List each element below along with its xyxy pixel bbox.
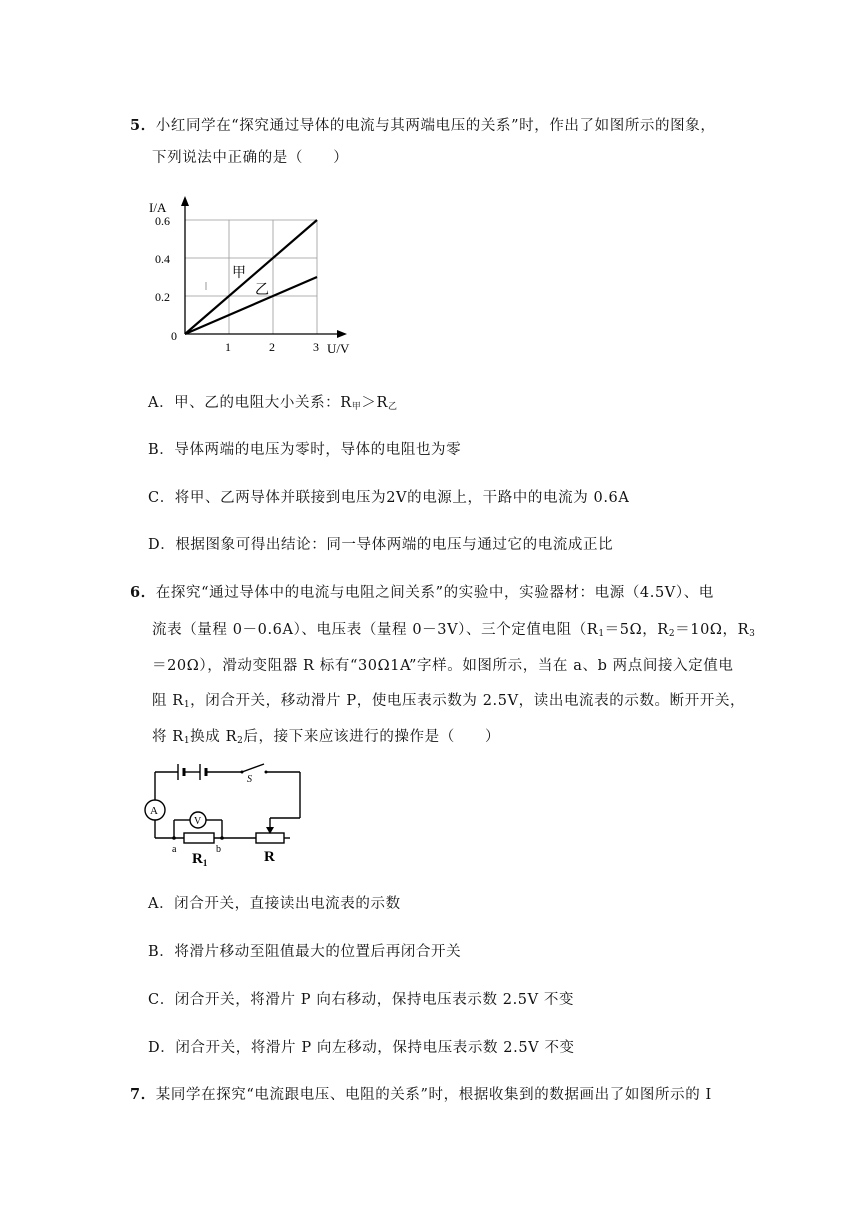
q7-number: 7． <box>130 1086 156 1103</box>
y-tick-0.6: 0.6 <box>155 214 170 228</box>
q5-number: 5． <box>130 117 156 134</box>
voltmeter-label: V <box>194 816 202 827</box>
q5-stem-text: 小红同学在“探究通过导体的电流与其两端电压的关系”时，作出了如图所示的图象， <box>155 118 716 134</box>
switch-label: S <box>247 774 252 785</box>
q5-option-b: B．导体两端的电压为零时，导体的电阻也为零 <box>148 442 462 458</box>
q6-stem-line4: 阻 $R_1$，闭合开关，移动滑片 P，使电压表示数为 2.5V，读出电流表的示数。断开开关， <box>152 693 746 710</box>
origin-label: 0 <box>171 329 177 343</box>
r1-label: $R_1$ <box>192 851 208 868</box>
q5-option-d: D．根据图象可得出结论：同一导体两端的电压与通过它的电流成正比 <box>148 537 614 553</box>
q6-stem-line5: 将 $R_1$换成 $R_2$后，接下来应该进行的操作是（ ） <box>152 729 501 746</box>
y-axis-label: I/A <box>149 200 167 215</box>
x-tick-1: 1 <box>225 340 231 354</box>
q6-stem-line2: 流表（量程 0－0.6A）、电压表（量程 0－3V）、三个定值电阻（$R_1=5\Omega$，$R_2=10\Omega$，$R_3$ <box>152 622 756 639</box>
q6-option-b: B．将滑片移动至阻值最大的位置后再闭合开关 <box>148 944 462 960</box>
line-jia <box>185 220 317 334</box>
q6-option-d: D．闭合开关，将滑片 P 向左移动，保持电压表示数 2.5V 不变 <box>148 1040 575 1056</box>
q5-graph <box>145 190 375 360</box>
q6-number: 6． <box>130 584 156 601</box>
q7-stem-line1: 7．某同学在探究“电流跟电压、电阻的关系”时，根据收集到的数据画出了如图所示的 I <box>130 1086 712 1103</box>
x-tick-3: 3 <box>313 340 319 354</box>
q6-option-c: C．闭合开关，将滑片 P 向右移动，保持电压表示数 2.5V 不变 <box>148 992 575 1008</box>
line-yi <box>185 277 317 334</box>
x-axis-label: U/V <box>327 341 350 356</box>
ammeter-label: A <box>150 805 158 817</box>
q5-option-a: A．甲、乙的电阻大小关系：$R_甲>R_乙$ <box>148 395 398 412</box>
q5-option-c: C．将甲、乙两导体并联接到电压为2V的电源上，干路中的电流为 0.6A <box>148 490 630 506</box>
q6-option-a: A．闭合开关，直接读出电流表的示数 <box>148 896 401 912</box>
q6-stem-line1: 6．在探究“通过导体中的电流与电阻之间关系”的实验中，实验器材：电源（4.5V）、电 <box>130 584 714 601</box>
q5-stem-line2: 下列说法中正确的是（ ） <box>152 150 349 166</box>
y-tick-0.4: 0.4 <box>155 252 170 266</box>
point-a-label: a <box>172 844 177 855</box>
q6-circuit-diagram <box>140 760 310 870</box>
q5-stem-line1 <box>130 114 715 135</box>
rheostat-label: R <box>264 849 275 865</box>
label-yi: 乙 <box>255 283 269 298</box>
y-tick-0.2: 0.2 <box>155 290 170 304</box>
x-tick-2: 2 <box>269 340 275 354</box>
q6-stem-line3: ＝20Ω），滑动变阻器 R 标有“30Ω1A”字样。如图所示，当在 a、b 两点间接入定值电 <box>152 658 734 674</box>
point-b-label: b <box>216 844 221 855</box>
label-jia: 甲 <box>232 266 246 281</box>
